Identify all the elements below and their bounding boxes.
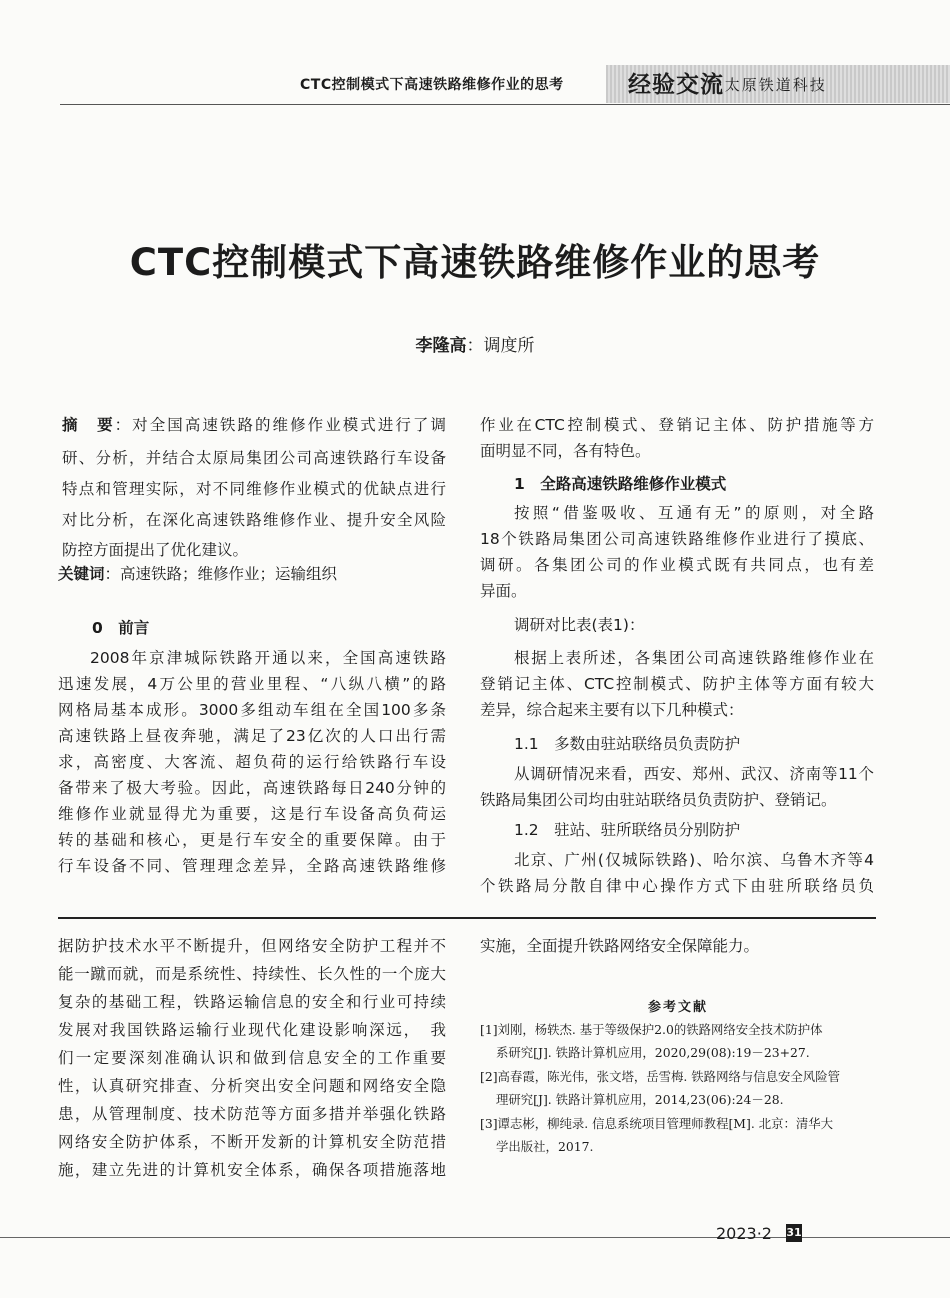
body-line: 高速铁路上昼夜奔驰，满足了23亿次的人口出行需 bbox=[58, 727, 446, 745]
body-line: 铁路局集团公司均由驻站联络员负责防护、登销记。 bbox=[480, 791, 837, 809]
body-line: 能一蹴而就，而是系统性、持续性、长久性的一个庞大 bbox=[58, 965, 446, 983]
reference-item: 理研究[J]. 铁路计算机应用，2014,23(06):24－28. bbox=[496, 1092, 784, 1107]
body-line: 网络安全防护体系，不断开发新的计算机安全防范措 bbox=[58, 1133, 446, 1151]
body-line: 差异，综合起来主要有以下几种模式： bbox=[480, 701, 744, 719]
body-line: 作业在CTC控制模式、登销记主体、防护措施等方 bbox=[480, 416, 874, 434]
section-tag: 经验交流 bbox=[628, 72, 724, 98]
author-name: 李隆高 bbox=[415, 336, 467, 356]
keywords-label: 关键词 bbox=[58, 565, 105, 583]
body-line: 异面。 bbox=[480, 582, 527, 600]
body-line: 面明显不同，各有特色。 bbox=[480, 442, 651, 460]
section-divider bbox=[58, 917, 876, 919]
body-line: 登销记主体、CTC控制模式、防护主体等方面有较大 bbox=[480, 675, 874, 693]
footer-rule bbox=[0, 1237, 950, 1238]
abstract-line: 研、分析，并结合太原局集团公司高速铁路行车设备 bbox=[62, 449, 446, 467]
page-number: 31 bbox=[786, 1224, 802, 1242]
body-line: 发展对我国铁路运输行业现代化建设影响深远， 我 bbox=[58, 1021, 446, 1039]
abstract-text: ：对全国高速铁路的维修作业模式进行了调 bbox=[114, 416, 446, 434]
author-affiliation: ：调度所 bbox=[466, 336, 535, 356]
body-line: 迅速发展，4万公里的营业里程、“八纵八横”的路 bbox=[58, 675, 446, 693]
body-line: 北京、广州(仅城际铁路)、哈尔滨、乌鲁木齐等4 bbox=[514, 851, 874, 869]
issue-number: 2023·2 bbox=[716, 1224, 772, 1243]
body-line: 维修作业就显得尤为重要，这是行车设备高负荷运 bbox=[58, 805, 446, 823]
journal-name: ·太原铁道科技 bbox=[718, 76, 827, 94]
body-line: 个铁路局分散自律中心操作方式下由驻所联络员负 bbox=[480, 877, 874, 895]
body-line: 求，高密度、大客流、超负荷的运行给铁路行车设 bbox=[58, 753, 446, 771]
body-line: 转的基础和核心，更是行车安全的重要保障。由于 bbox=[58, 831, 446, 849]
reference-item: [1]刘刚，杨轶杰. 基于等级保护2.0的铁路网络安全技术防护体 bbox=[480, 1022, 823, 1037]
body-line: 施，建立先进的计算机安全体系，确保各项措施落地 bbox=[58, 1161, 446, 1179]
table-reference: 调研对比表(表1)： bbox=[514, 616, 645, 634]
keywords-text: ：高速铁路；维修作业；运输组织 bbox=[104, 565, 338, 583]
reference-item: [3]谭志彬，柳纯录. 信息系统项目管理师教程[M]. 北京：清华大 bbox=[480, 1116, 834, 1131]
reference-item: 系研究[J]. 铁路计算机应用，2020,29(08):19－23+27. bbox=[496, 1045, 810, 1060]
reference-item: [2]高春霞，陈光伟，张文塔，岳雪梅. 铁路网络与信息安全风险管 bbox=[480, 1069, 840, 1084]
abstract-label: 摘 要 bbox=[62, 416, 115, 434]
section-heading: 0 前言 bbox=[92, 619, 150, 637]
body-line: 行车设备不同、管理理念差异，全路高速铁路维修 bbox=[58, 857, 446, 875]
subsection-heading: 1.1 多数由驻站联络员负责防护 bbox=[514, 735, 741, 753]
header-rule bbox=[60, 104, 950, 105]
body-line: 2008年京津城际铁路开通以来，全国高速铁路 bbox=[90, 649, 446, 667]
keywords-line bbox=[58, 564, 337, 584]
reference-item: 学出版社，2017. bbox=[496, 1139, 594, 1154]
abstract-line: 特点和管理实际，对不同维修作业模式的优缺点进行 bbox=[62, 480, 446, 498]
references-title: 参考文献 bbox=[647, 1000, 708, 1015]
subsection-heading: 1.2 驻站、驻所联络员分别防护 bbox=[514, 821, 741, 839]
article-title: CTC控制模式下高速铁路维修作业的思考 bbox=[129, 241, 821, 284]
body-line: 实施，全面提升铁路网络安全保障能力。 bbox=[480, 937, 760, 955]
section-heading: 1 全路高速铁路维修作业模式 bbox=[514, 475, 727, 493]
abstract-line bbox=[62, 415, 446, 435]
author-line bbox=[0, 331, 950, 356]
body-line: 性，认真研究排查、分析突出安全问题和网络安全隐 bbox=[58, 1077, 446, 1095]
running-title: CTC控制模式下高速铁路维修作业的思考 bbox=[300, 77, 564, 93]
body-line: 患，从管理制度、技术防范等方面多措并举强化铁路 bbox=[58, 1105, 446, 1123]
body-line: 复杂的基础工程，铁路运输信息的安全和行业可持续 bbox=[58, 993, 446, 1011]
body-line: 按照“借鉴吸收、互通有无”的原则，对全路 bbox=[514, 504, 874, 522]
body-line: 根据上表所述，各集团公司高速铁路维修作业在 bbox=[514, 649, 874, 667]
abstract-line: 对比分析，在深化高速铁路维修作业、提升安全风险 bbox=[62, 511, 446, 529]
body-line: 据防护技术水平不断提升，但网络安全防护工程并不 bbox=[58, 937, 446, 955]
body-line: 从调研情况来看，西安、郑州、武汉、济南等11个 bbox=[514, 765, 874, 783]
abstract-line: 防控方面提出了优化建议。 bbox=[62, 541, 249, 559]
body-line: 18个铁路局集团公司高速铁路维修作业进行了摸底、 bbox=[480, 530, 874, 548]
body-line: 们一定要深刻准确认识和做到信息安全的工作重要 bbox=[58, 1049, 446, 1067]
body-line: 调研。各集团公司的作业模式既有共同点，也有差 bbox=[480, 556, 874, 574]
body-line: 备带来了极大考验。因此，高速铁路每日240分钟的 bbox=[58, 779, 446, 797]
body-line: 网格局基本成形。3000多组动车组在全国100多条 bbox=[58, 701, 446, 719]
